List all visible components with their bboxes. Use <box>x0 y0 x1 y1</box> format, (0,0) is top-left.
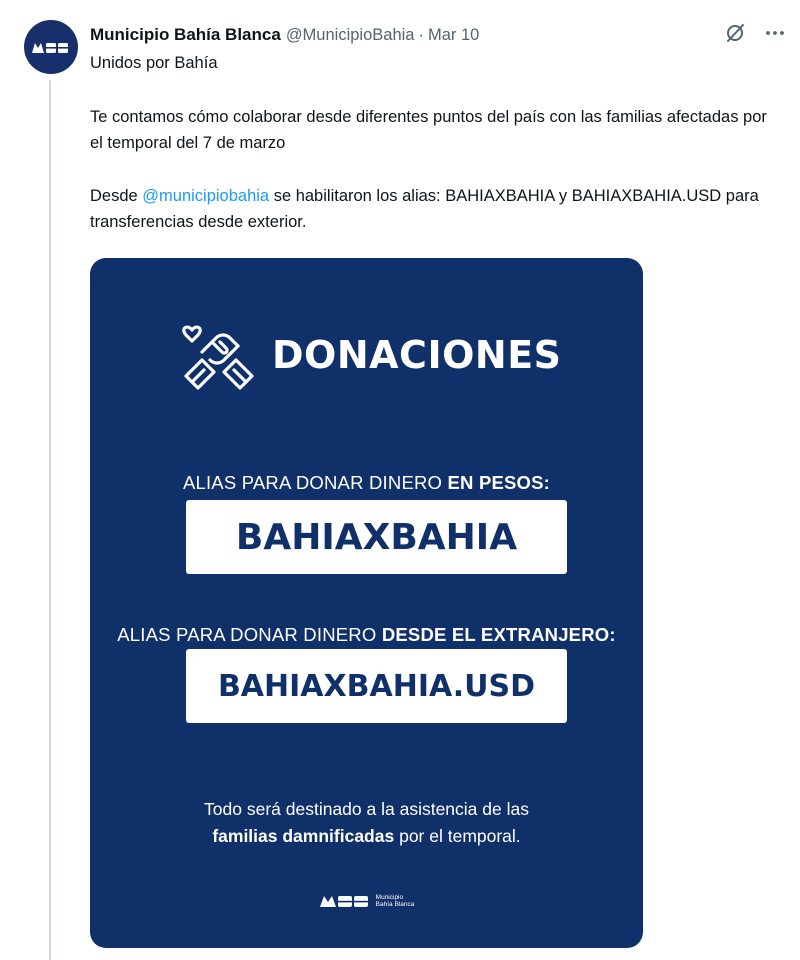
more-dots-icon[interactable] <box>764 22 786 44</box>
media-image[interactable] <box>90 258 643 948</box>
donaciones-header <box>178 314 562 396</box>
alias-pesos-caption <box>90 472 643 494</box>
tweet-text-paragraph2: Te contamos cómo colaborar desde diferentes puntos del país con las familias afectadas por el temporal del 7 de marzo <box>90 108 767 152</box>
caption2-bold: DESDE EL EXTRANJERO: <box>381 624 616 645</box>
footer-bold: familias damnificadas <box>212 826 395 846</box>
caption1-bold: EN PESOS: <box>447 472 551 493</box>
municipio-logo <box>90 894 643 908</box>
tweet-text-line1: Unidos por Bahía <box>90 54 218 72</box>
donaciones-title: DONACIONES <box>272 333 562 377</box>
header-actions <box>724 22 786 44</box>
logo-line1: Municipio <box>375 894 404 901</box>
author-handle[interactable]: @MunicipioBahia <box>285 25 415 44</box>
municipio-logo-mark-icon <box>319 894 371 908</box>
thread-line <box>49 80 51 960</box>
grok-icon[interactable] <box>724 22 746 44</box>
tweet-date[interactable]: Mar 10 <box>427 25 480 44</box>
para3-before: Desde <box>90 187 143 205</box>
caption1-regular: ALIAS PARA DONAR DINERO <box>182 472 448 493</box>
tweet-text-paragraph3 <box>90 183 770 235</box>
municipio-logo-icon <box>31 39 71 55</box>
caption2-regular: ALIAS PARA DONAR DINERO <box>117 624 382 645</box>
alias-extranjero-caption <box>90 624 643 646</box>
alias-pesos-box: BAHIAXBAHIA <box>186 500 567 574</box>
footer-line1: Todo será destinado a la asistencia de las <box>204 799 529 819</box>
footer-after: por el temporal. <box>394 826 521 846</box>
hands-heart-icon <box>178 314 260 396</box>
avatar[interactable] <box>24 20 78 74</box>
author-display-name[interactable]: Municipio Bahía Blanca <box>90 25 281 44</box>
footer-note <box>90 796 643 850</box>
header-separator: · <box>418 25 424 44</box>
logo-line2: Bahía Blanca <box>375 901 415 908</box>
logo-wordmark <box>376 894 415 908</box>
alias-usd-box: BAHIAXBAHIA.USD <box>186 649 567 723</box>
para3-after: se habilitaron los alias: BAHIAXBAHIA y BAHIAXBAHIA.USD para transferencias desde exterior. <box>90 187 759 231</box>
tweet-header <box>90 22 710 48</box>
mention-link[interactable]: @municipiobahia <box>142 187 270 205</box>
